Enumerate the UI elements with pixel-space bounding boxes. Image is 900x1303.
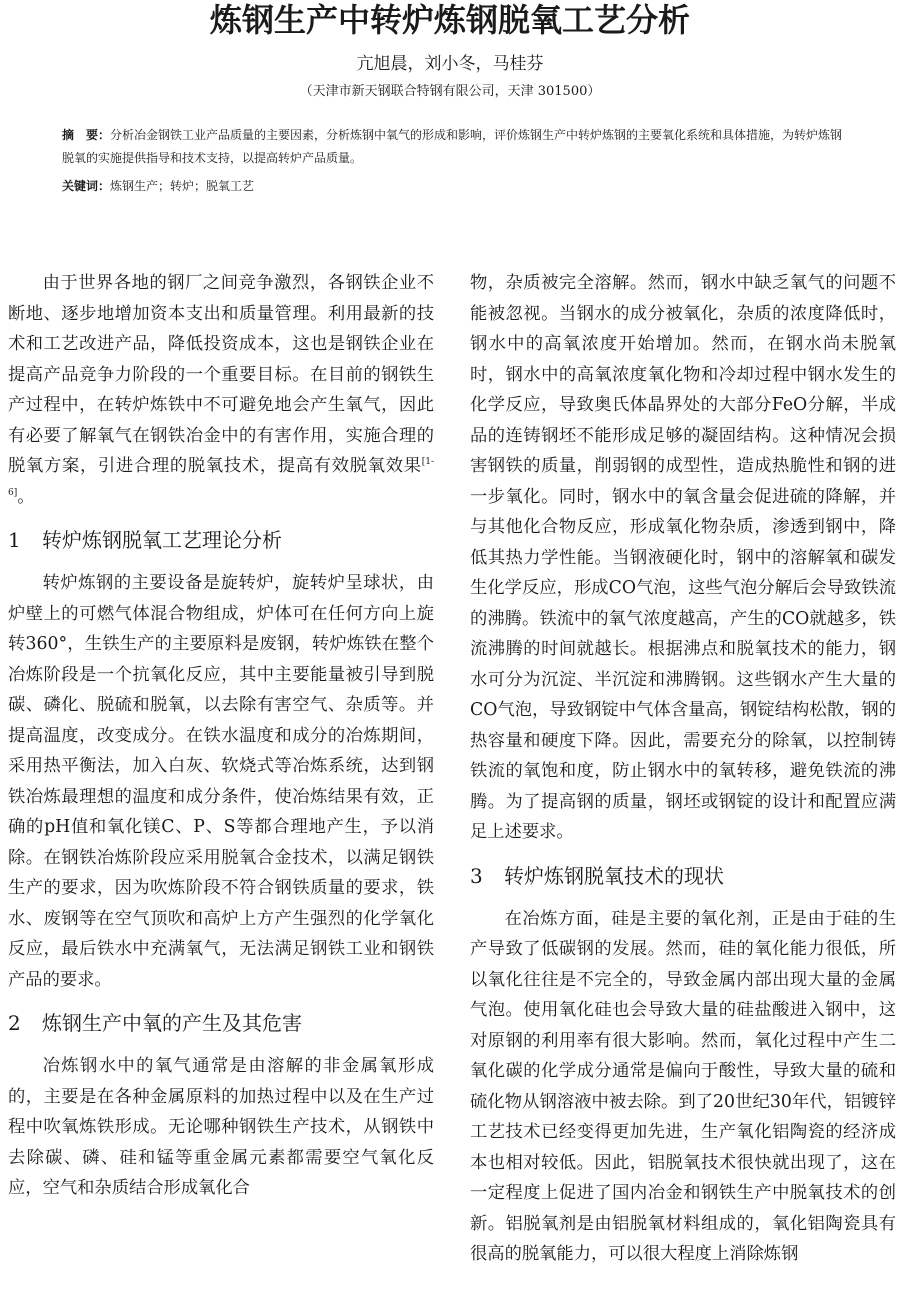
section-1-paragraph: 转炉炼钢的主要设备是旋转炉，旋转炉呈球状，由炉壁上的可燃气体混合物组成，炉体可在任何方向上旋转360°，生铁生产的主要原料是废钢，转炉炼铁在整个冶炼阶段是一个抗氧化反应，其中主要能量被引导到脱碳、磷化、脱硫和脱氧，以去除有害空气、杂质等。并提高温度，改变成分。在铁水温度和成分的冶炼期间，采用热平衡法，加入白灰、软烧式等冶炼系统，达到钢铁冶炼最理想的温度和成分条件，使冶炼结果有效，正确的pH值和氧化镁C、P、S等都合理地产生，予以消除。在钢铁冶炼阶段应采用脱氧合金技术，以满足钢铁生产的要求，因为吹炼阶段不符合钢铁质量的要求，铁水、废钢等在空气顶吹和高炉上方产生强烈的化学氧化反应，最后铁水中充满氧气，无法满足钢铁工业和钢铁产品的要求。 [8,573,434,990]
intro-text: 由于世界各地的钢厂之间竞争激烈，各钢铁企业不断地、逐步地增加资本支出和质量管理。利用最新的技术和工艺改进产品，降低投资成本，这也是钢铁企业在提高产品竞争力阶段的一个重要目标。在目前的钢铁生产过程中，在转炉炼铁中不可避免地会产生氧气，因此有必要了解氧气在钢铁冶金中的有害作用，实施合理的脱氧方案，引进合理的脱氧技术，提高有效脱氧效果 [8,273,434,476]
citation: [1-6] [8,457,434,498]
section-2-title: 炼钢生产中氧的产生及其危害 [42,1011,302,1035]
intro-end: 。 [17,486,35,507]
section-2-heading [8,1008,434,1038]
section-3-heading [470,861,896,891]
section-3-paragraph: 在冶炼方面，硅是主要的氧化剂，正是由于硅的生产导致了低碳钢的发展。然而，硅的氧化能力很低，所以氧化往往是不完全的，导致金属内部出现大量的金属气泡。使用氧化硅也会导致大量的硅盐酸进入钢中，这对原钢的利用率有很大影响。然而，氧化过程中产生二氧化碳的化学成分通常是偏向于酸性，导致大量的硫和硫化物从钢溶液中被去除。到了20世纪30年代，铝镀锌工艺技术已经变得更加先进，生产氧化铝陶瓷的经济成本也相对较低。因此，铝脱氧技术很快就出现了，这在一定程度上促进了国内冶金和钢铁生产中脱氧技术的创新。铝脱氧剂是由铝脱氧材料组成的，氧化铝陶瓷具有很高的脱氧能力，可以很大程度上消除炼钢 [470,908,896,1264]
paper-title: 炼钢生产中转炉炼钢脱氧工艺分析 [209,1,690,39]
section-3-number: 3 [470,863,483,888]
abstract [62,124,852,170]
section-2-number: 2 [8,1011,21,1035]
affiliation: （天津市新天钢联合特钢有限公司，天津 301500） [299,84,601,99]
section-1-title: 转炉炼钢脱氧工艺理论分析 [42,528,282,552]
left-column [8,268,434,1303]
right-column [470,268,896,1303]
author-list: 亢旭晨，刘小冬，马桂芬 [356,54,544,74]
section-2-paragraph: 冶炼钢水中的氧气通常是由溶解的非金属氧形成的，主要是在各种金属原料的加热过程中以及在生产过程中吹氧炼铁形成。无论哪种钢铁生产技术，从钢铁中去除碳、磷、硅和锰等重金属元素都需要空气氧化反应，空气和杂质结合形成氧化合 [8,1056,434,1198]
section-3-title: 转炉炼钢脱氧技术的现状 [504,863,724,888]
section-1-number: 1 [8,528,21,552]
keywords-label: 关键词： [62,179,111,193]
section-1-heading [8,525,434,555]
abstract-label: 摘 要： [62,128,111,142]
intro-paragraph [8,268,434,512]
keywords-text: 炼钢生产；转炉；脱氧工艺 [110,179,255,193]
keywords [62,175,852,197]
abstract-text: 分析冶金钢铁工业产品质量的主要因素，分析炼钢中氧气的形成和影响，评价炼钢生产中转炉炼钢的主要氧化系统和具体措施，为转炉炼钢脱氧的实施提供指导和技术支持，以提高转炉产品质量。 [62,128,843,165]
section-2-paragraph-continued: 物，杂质被完全溶解。然而，钢水中缺乏氧气的问题不能被忽视。当钢水的成分被氧化，杂质的浓度降低时，钢水中的高氧浓度开始增加。然而，在钢水尚未脱氧时，钢水中的高氧浓度氧化物和冷却过程中钢水发生的化学反应，导致奥氏体晶界处的大部分FeO分解，半成品的连铸钢坯不能形成足够的凝固结构。这种情况会损害钢铁的质量，削弱钢的成型性，造成热脆性和钢的进一步氧化。同时，钢水中的氧含量会促进硫的降解，并与其他化合物反应，形成氧化物杂质，渗透到钢中，降低其热力学性能。当钢液硬化时，钢中的溶解氧和碳发生化学反应，形成CO气泡，这些气泡分解后会导致铁流的沸腾。铁流中的氧气浓度越高，产生的CO就越多，铁流沸腾的时间就越长。根据沸点和脱氧技术的能力，钢水可分为沉淀、半沉淀和沸腾钢。这些钢水产生大量的CO气泡，导致钢锭中气体含量高，钢锭结构松散，钢的热容量和硬度下降。因此，需要充分的除氧，以控制铸铁流的氧饱和度，防止钢水中的氧转移，避免铁流的沸腾。为了提高钢的质量，钢坯或钢锭的设计和配置应满足上述要求。 [470,273,896,842]
